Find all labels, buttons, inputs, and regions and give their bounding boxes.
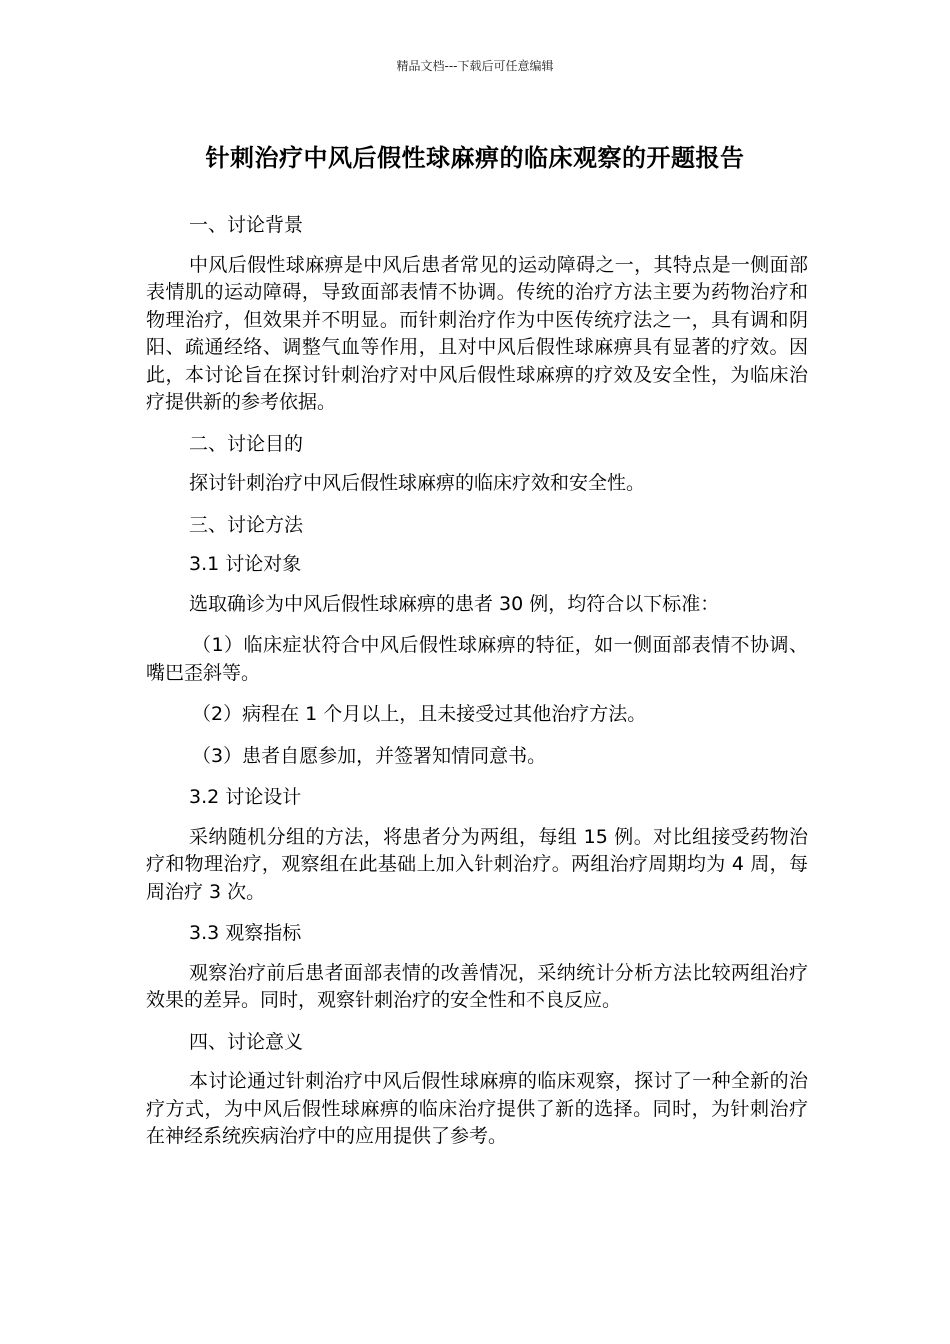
section-heading-methods: 三、讨论方法 [189,513,304,536]
paragraph-background: 中风后假性球麻痹是中风后患者常见的运动障碍之一，其特点是一侧面部表情肌的运动障碍，导致面部表情不协调。传统的治疗方法主要为药物治疗和物理治疗，但效果并不明显。而针刺治疗作为中医传统疗法之一，具有调和阴阳、疏通经络、调整气血等作用，且对中风后假性球麻痹具有显著的疗效。因此，本讨论旨在探讨针刺治疗对中风后假性球麻痹的疗效及安全性，为临床治疗提供新的参考依据。 [146,253,808,413]
criterion-item-1: （1）临床症状符合中风后假性球麻痹的特征，如一侧面部表情不协调、嘴巴歪斜等。 [146,634,808,684]
document-body [146,212,808,1165]
section-heading-purpose: 二、讨论目的 [189,432,304,455]
page-title: 针刺治疗中风后假性球麻痹的临床观察的开题报告 [205,144,745,172]
criterion-item-3: （3）患者自愿参加，并签署知情同意书。 [192,744,547,767]
subsection-heading-subjects: 3.1 讨论对象 [189,553,302,575]
paragraph-design: 采纳随机分组的方法，将患者分为两组，每组 15 例。对比组接受药物治疗和物理治疗，观察组在此基础上加入针刺治疗。两组治疗周期均为 4 周，每周治疗 3 次。 [146,825,808,903]
section-heading-background: 一、讨论背景 [189,214,304,236]
section-heading-significance: 四、讨论意义 [189,1030,304,1053]
paragraph-indicators: 观察治疗前后患者面部表情的改善情况，采纳统计分析方法比较两组治疗效果的差异。同时，观察针刺治疗的安全性和不良反应。 [146,961,808,1011]
subsection-heading-design: 3.2 讨论设计 [189,786,302,808]
paragraph-subjects: 选取确诊为中风后假性球麻痹的患者 30 例，均符合以下标准： [189,592,720,615]
subsection-heading-indicators: 3.3 观察指标 [189,922,302,944]
criterion-item-2: （2）病程在 1 个月以上，且未接受过其他治疗方法。 [192,703,647,725]
paragraph-significance: 本讨论通过针刺治疗中风后假性球麻痹的临床观察，探讨了一种全新的治疗方式，为中风后假性球麻痹的临床治疗提供了新的选择。同时，为针刺治疗在神经系统疾病治疗中的应用提供了参考。 [146,1070,808,1147]
paragraph-purpose: 探讨针刺治疗中风后假性球麻痹的临床疗效和安全性。 [189,472,646,494]
header-note: 精品文档---下载后可任意编辑 [396,59,554,73]
